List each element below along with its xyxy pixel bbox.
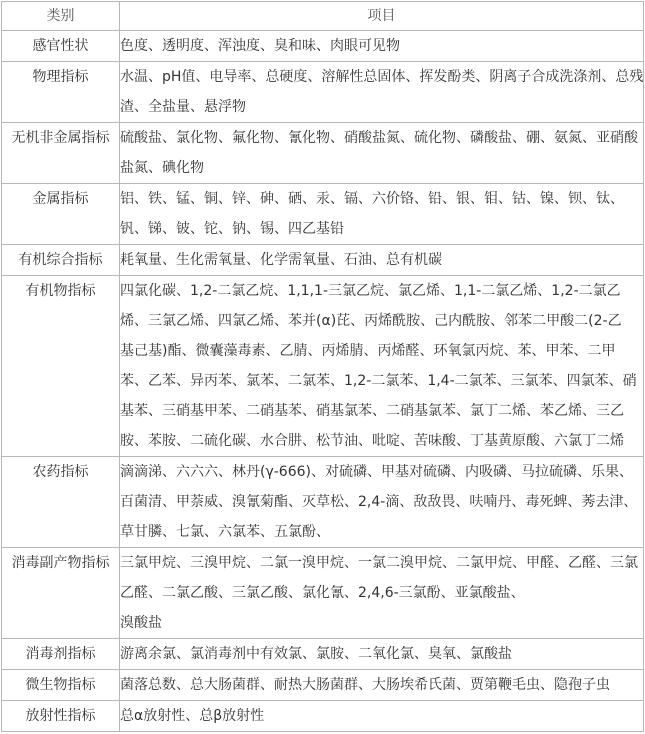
category-cell: 农药指标 [2,457,120,548]
items-cell [120,123,644,184]
items-line: 硫酸盐、氯化物、氟化物、氰化物、硝酸盐氮、硫化物、磷酸盐、硼、氨氮、亚硝酸 [120,130,638,146]
category-cell: 消毒剂指标 [2,639,120,670]
items-line: 总α放射性、总β放射性 [120,708,265,724]
table-row [2,457,644,548]
table-body [2,31,644,732]
table-row [2,31,644,62]
items-cell [120,670,644,701]
category-cell: 无机非金属指标 [2,123,120,184]
items-cell [120,62,644,123]
items-cell [120,184,644,245]
category-cell: 微生物指标 [2,670,120,701]
items-line: 苯、乙苯、异丙苯、氯苯、二氯苯、1,2-二氯苯、1,4-二氯苯、三氯苯、四氯苯、硝 [120,373,637,389]
table-row [2,639,644,670]
items-line: 基苯、三硝基甲苯、二硝基苯、硝基氯苯、二硝基氯苯、氯丁二烯、苯乙烯、三乙 [120,403,624,419]
table-row [2,548,644,639]
items-line: 盐氮、碘化物 [120,160,204,176]
header-items: 项目 [120,2,644,31]
table-row [2,670,644,701]
items-line: 百菌清、甲萘威、溴氰菊酯、灭草松、2,4-滴、敌敌畏、呋喃丹、毒死蜱、莠去津、 [120,494,638,510]
items-line: 四氯化碳、1,2-二氯乙烷、1,1,1-三氯乙烷、氯乙烯、1,1-二氯乙烯、1,2-二氯乙 [120,283,621,299]
items-line: 渣、全盐量、悬浮物 [120,99,246,115]
table-row [2,276,644,457]
header-category: 类别 [2,2,120,31]
table-row [2,701,644,732]
items-line: 耗氧量、生化需氧量、化学需氧量、石油、总有机碳 [120,252,442,268]
category-cell: 有机综合指标 [2,245,120,276]
indicator-table [1,1,644,732]
items-cell [120,701,644,732]
table-row [2,62,644,123]
items-line: 铝、铁、锰、铜、锌、砷、硒、汞、镉、六价铬、铅、银、钼、钴、镍、钡、钛、 [120,191,624,207]
items-line: 溴酸盐 [120,615,162,631]
items-cell [120,639,644,670]
table-header-row [2,2,644,31]
items-cell [120,276,644,457]
category-cell: 感官性状 [2,31,120,62]
items-line: 滴滴涕、六六六、林丹(γ-666)、对硫磷、甲基对硫磷、内吸磷、马拉硫磷、乐果、 [120,464,633,480]
category-cell: 有机物指标 [2,276,120,457]
category-cell: 金属指标 [2,184,120,245]
table-row [2,123,644,184]
items-cell [120,548,644,639]
items-line: 乙醛、二氯乙酸、三氯乙酸、氯化氰、2,4,6-三氯酚、亚氯酸盐、 [120,585,525,601]
items-line: 色度、透明度、浑浊度、臭和味、肉眼可见物 [120,38,400,54]
category-cell: 消毒副产物指标 [2,548,120,639]
items-line: 草甘膦、七氯、六氯苯、五氯酚、 [120,524,330,540]
items-cell [120,457,644,548]
items-line: 钒、锑、铍、铊、钠、锡、四乙基铅 [120,221,344,237]
items-line: 游离余氯、氯消毒剂中有效氯、氯胺、二氧化氯、臭氧、氯酸盐 [120,646,512,662]
items-cell [120,31,644,62]
items-cell [120,245,644,276]
table-row [2,245,644,276]
table-row [2,184,644,245]
category-cell: 物理指标 [2,62,120,123]
items-line: 烯、三氯乙烯、四氯乙烯、苯并(α)芘、丙烯酰胺、己内酰胺、邻苯二甲酸二(2-乙 [120,313,622,329]
items-line: 胺、苯胺、二硫化碳、水合肼、松节油、吡啶、苦味酸、丁基黄原酸、六氯丁二烯 [120,433,624,449]
items-line: 基己基)酯、微囊藻毒素、乙腈、丙烯腈、丙烯醛、环氧氯丙烷、苯、甲苯、二甲 [120,343,616,359]
items-line: 菌落总数、总大肠菌群、耐热大肠菌群、大肠埃希氏菌、贾第鞭毛虫、隐孢子虫 [120,677,610,693]
items-line: 三氯甲烷、三溴甲烷、二氯一溴甲烷、一氯二溴甲烷、二氯甲烷、甲醛、乙醛、三氯 [120,555,638,571]
items-line: 水温、pH值、电导率、总硬度、溶解性总固体、挥发酚类、阴离子合成洗涤剂、总残 [120,69,643,85]
category-cell: 放射性指标 [2,701,120,732]
